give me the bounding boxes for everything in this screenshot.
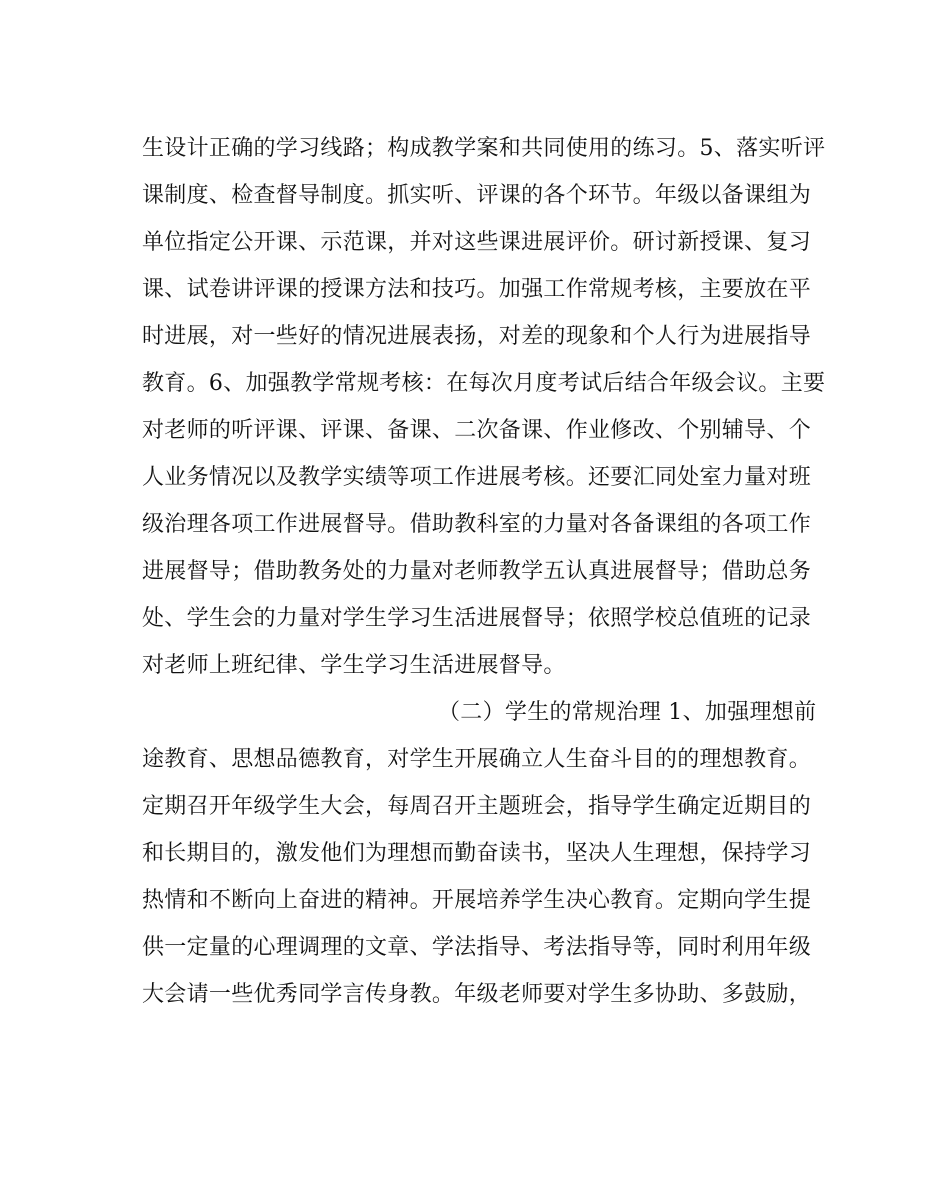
- text-line: 和长期目的，激发他们为理想而勤奋读书，坚决人生理想，保持学习: [142, 841, 812, 866]
- text-line: 对老师的听评课、评课、备课、二次备课、作业修改、个别辅导、个: [142, 418, 812, 443]
- section-heading-line: （二）学生的常规治理 1、加强理想前: [438, 700, 817, 725]
- text-line: 人业务情况以及教学实绩等项工作进展考核。还要汇同处室力量对班: [142, 465, 812, 490]
- text-line: 教育。6、加强教学常规考核：在每次月度考试后结合年级会议。主要: [142, 371, 826, 396]
- text-line: 对老师上班纪律、学生学习生活进展督导。: [142, 653, 566, 678]
- text-line: 课制度、检查督导制度。抓实听、评课的各个环节。年级以备课组为: [142, 183, 812, 208]
- text-line: 定期召开年级学生大会，每周召开主题班会，指导学生确定近期目的: [142, 794, 812, 819]
- text-line: 热情和不断向上奋进的精神。开展培养学生决心教育。定期向学生提: [142, 888, 812, 913]
- text-line: 途教育、思想品德教育，对学生开展确立人生奋斗目的的理想教育。: [142, 747, 812, 772]
- text-line: 进展督导；借助教务处的力量对老师教学五认真进展督导；借助总务: [142, 559, 812, 584]
- text-line: 级治理各项工作进展督导。借助教科室的力量对各备课组的各项工作: [142, 512, 812, 537]
- text-line: 单位指定公开课、示范课，并对这些课进展评价。研讨新授课、复习: [142, 230, 812, 255]
- text-line: 大会请一些优秀同学言传身教。年级老师要对学生多协助、多鼓励，: [142, 982, 812, 1007]
- text-line: 生设计正确的学习线路；构成教学案和共同使用的练习。5、落实听评: [142, 136, 826, 161]
- text-line: 处、学生会的力量对学生学习生活进展督导；依照学校总值班的记录: [142, 606, 812, 631]
- text-line: 供一定量的心理调理的文章、学法指导、考法指导等，同时利用年级: [142, 935, 812, 960]
- text-line: 时进展，对一些好的情况进展表扬，对差的现象和个人行为进展指导: [142, 324, 812, 349]
- text-line: 课、试卷讲评课的授课方法和技巧。加强工作常规考核，主要放在平: [142, 277, 812, 302]
